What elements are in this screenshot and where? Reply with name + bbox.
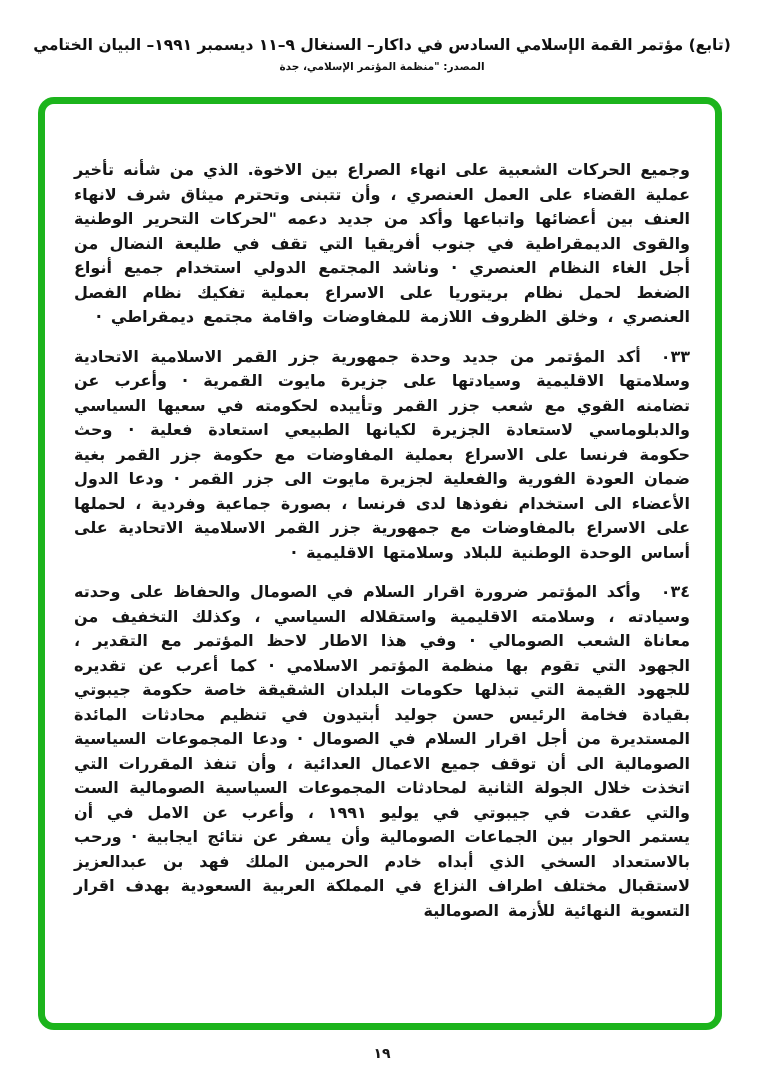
paragraph-text: أكد المؤتمر من جديد وحدة جمهورية جزر القمر الاسلامية الاتحادية وسلامتها الاقليمية وسيادتها على جزيرة مايوت القمرية · وأعرب عن تضامنه القوي مع شعب جزر القمر وتأييده لحكومته في سعيها السياسي والدبلوماسي لاستعادة الجزيرة لكيانها الطبيعي استعادة فعلية · وحث حكومة فرنسا على الاسراع بعملية المفاوضات مع حكومة جزر القمر بغية ضمان العودة الفورية والفعلية لجزيرة مايوت الى جزر القمر · ودعا الدول الأعضاء الى استخدام نفوذها لدى فرنسا ، بصورة جماعية وفردية ، لحملها على الاسراع بالمفاوضات مع جمهورية جزر القمر الاسلامية الاتحادية على أساس الوحدة الوطنية للبلاد وسلامتها الاقليمية · xyxy=(74,346,690,562)
paragraph-number: ٠٣٣ xyxy=(660,346,690,366)
paragraph-text: وجميع الحركات الشعبية على انهاء الصراع بين الاخوة. الذي من شأنه تأخير عملية القضاء على العمل العنصري ، وأن تتبنى وتحترم ميثاق شرف لانهاء العنف بين أعضائها واتباعها وأكد من جديد دعمه "لحركات التحرير الوطنية والقوى الديمقراطية في جنوب أفريقيا التي تقف في طليعة النضال من أجل الغاء النظام العنصري · وناشد المجتمع الدولي استخدام جميع أنواع الضغط لحمل نظام بريتوريا على الاسراع بعملية تفكيك نظام الفصل العنصري ، وخلق الظروف اللازمة للمفاوضات واقامة مجتمع ديمقراطي · xyxy=(74,160,690,326)
paragraph xyxy=(74,580,690,923)
paragraph xyxy=(74,158,690,330)
document-body xyxy=(74,158,690,938)
document-header xyxy=(0,36,764,73)
paragraph-number: ٠٣٤ xyxy=(660,582,690,601)
document-header-source: المصدر: "منظمة المؤتمر الإسلامي، جدة xyxy=(279,61,485,73)
page-number: ١٩ xyxy=(373,1046,391,1062)
paragraph-text: وأكد المؤتمر ضرورة اقرار السلام في الصومال والحفاظ على وحدته وسيادته ، وسلامته الاقليمية واستقلاله السياسي ، وكذلك التخفيف من معاناة الشعب الصومالي · وفي هذا الاطار لاحظ المؤتمر مع التقدير ، الجهود التي تقوم بها منظمة المؤتمر الاسلامي · كما أعرب عن تقديره للجهود القيمة التي تبذلها حكومات البلدان الشقيقة خاصة حكومة جيبوتي بقيادة فخامة الرئيس حسن جوليد أبتيدون في تنظيم محادثات المائدة المستديرة من أجل اقرار السلام في الصومال · ودعا المجموعات السياسية الصومالية الى أن توقف جميع الاعمال العدائية ، وأن تنفذ المقررات التي اتخذت خلال الجولة الثانية لمحادثات المجموعات السياسية الصومالية الست والتي عقدت في جيبوتي في يوليو ١٩٩١ ، وأعرب عن الامل في أن يستمر الحوار بين الجماعات الصومالية وأن يسفر عن نتائج ايجابية · ورحب بالاستعداد السخي الذي أبداه خادم الحرمين الملك فهد بن عبدالعزيز لاستقبال مختلف اطراف النزاع في المملكة العربية السعودية بهدف اقرار التسوية النهائية للأزمة الصومالية xyxy=(74,582,691,920)
document-header-title: (تابع) مؤتمر القمة الإسلامي السادس في داكار– السنغال ٩–١١ ديسمبر ١٩٩١– البيان الختامي xyxy=(33,36,731,54)
paragraph xyxy=(74,345,690,566)
